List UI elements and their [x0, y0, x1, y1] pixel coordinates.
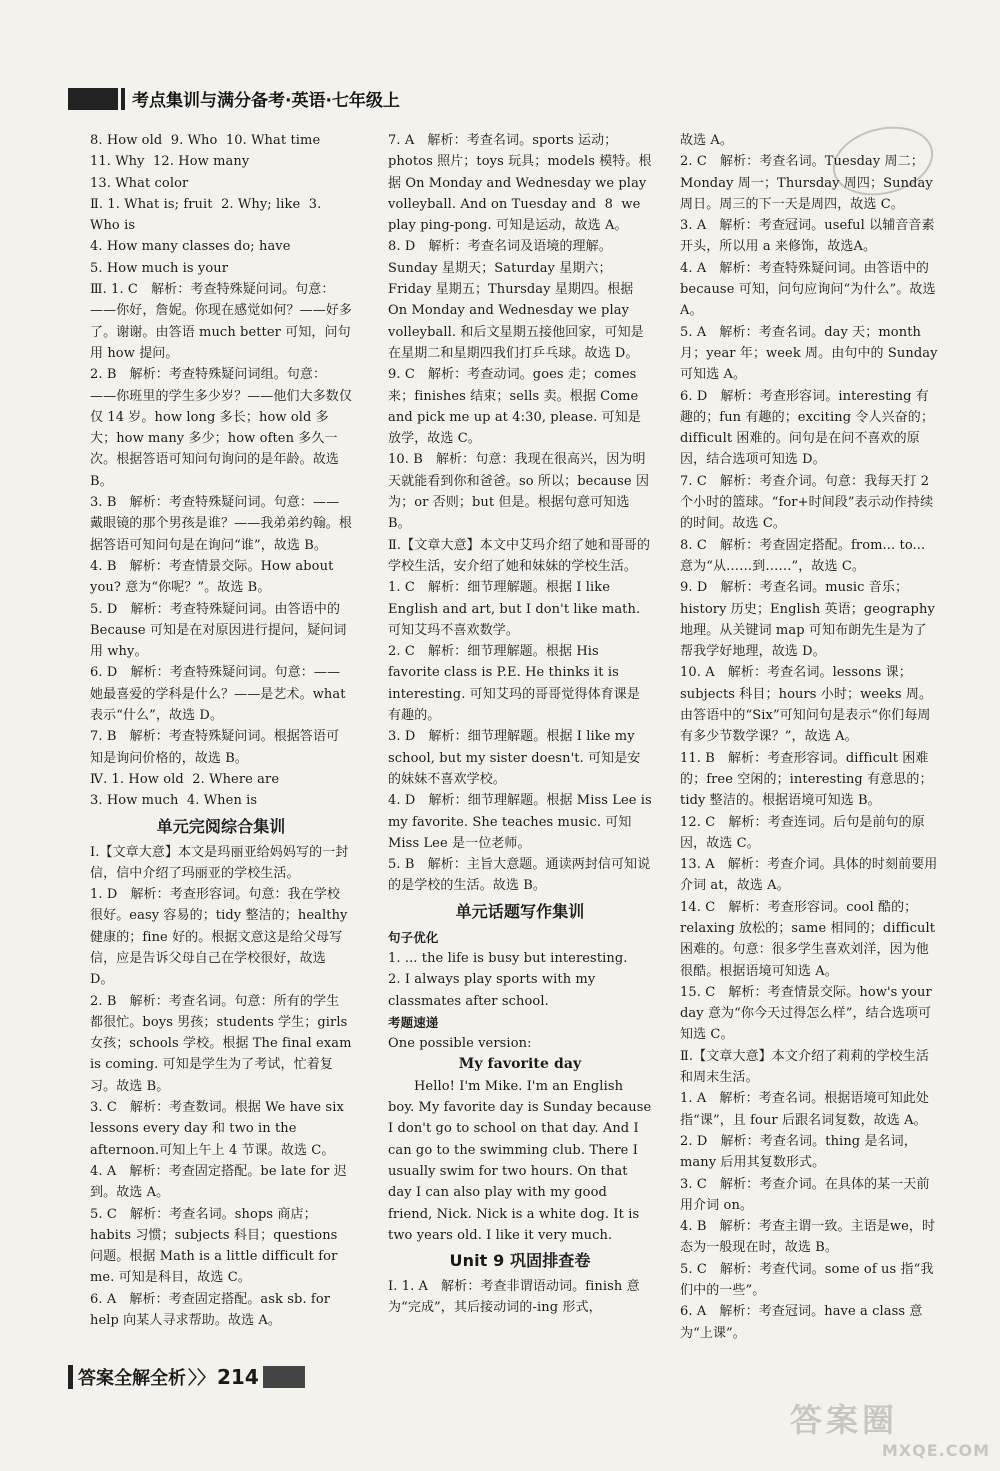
essay-title: My favorite day: [458, 1056, 582, 1073]
answer-list-1: [90, 130, 352, 812]
answer-item: 10. B 解析：句意：我现在很高兴，因为明天就能看到你和爸爸。so 所以；because 因为；or 否则；but 但是。根据句意可知选 B。: [388, 452, 650, 532]
answer-item: 8. How old 9. Who 10. What time: [90, 133, 321, 148]
answer-item: 6. A 解析：考查冠词。have a class 意为“上课”。: [680, 1304, 923, 1341]
answer-item: 5. C 解析：考查名词。shops 商店；habits 习惯；subjects 科目；questions 问题。根据 Math is a little difficult for me. 可知是科目，故选 C。: [90, 1206, 342, 1286]
watermark-main: 答案圈: [790, 1401, 899, 1439]
watermark-logo: [790, 1395, 990, 1461]
answer-item: 3. B 解析：考查特殊疑问词。句意：——戴眼镜的那个男孩是谁？——我弟弟约翰。根据答语可知问句是在询问“谁”，故选 B。: [90, 495, 353, 553]
answer-item: 2. D 解析：考查名词。thing 是名词，many 后用其复数形式。: [680, 1133, 917, 1171]
footer-arrow-icon: 〉〉: [188, 1368, 215, 1389]
header-black-block: [68, 88, 118, 110]
answer-item: 2. I always play sports with my classmates after school.: [388, 972, 600, 1009]
answer-item: 4. A 解析：考查固定搭配。be late for 迟到。故选 A。: [90, 1163, 347, 1201]
answer-list-4: [388, 948, 652, 1012]
answer-item: 5. D 解析：考查特殊疑问词。由答语中的 Because 可知是在对原因进行提问，疑问词用 why。: [90, 601, 347, 660]
answer-item: 7. C 解析：考查介词。句意：我每天打 2 个小时的篮球。“for+时间段”表示动作持续的时间。故选 C。: [680, 473, 934, 532]
answer-item: 9. D 解析：考查名词。music 音乐；history 历史；English 英语；geography 地理。从关键词 map 可知布朗先生是为了帮我学好地理，故选 D。: [680, 580, 940, 660]
essay-body: Hello! I'm Mike. I'm an English boy. My favorite day is Sunday because I don't go to school on that day. And I can go to the swimming club. There I usually swim for two hours. On that day I can also play with my good friend, Nick. Nick is a white dog. It is two years old. I like it very much.: [388, 1078, 656, 1243]
answer-item: 4. D 解析：细节理解题。根据 Miss Lee is my favorite. She teaches music. 可知 Miss Lee 是一位老师。: [388, 793, 657, 851]
answer-item: Ⅰ.【文章大意】本文是玛丽亚给妈妈写的一封信，信中介绍了玛丽亚的学校生活。: [90, 844, 349, 881]
page-number: 214: [217, 1365, 259, 1389]
answer-item: 3. D 解析：细节理解题。根据 I like my school, but my sister doesn't. 可知是安的妹妹不喜欢学校。: [388, 729, 641, 787]
answer-item: Ⅳ. 1. How old 2. Where are: [90, 771, 280, 787]
answer-item: 12. C 解析：考查连词。后句是前句的原因，故选 C。: [680, 814, 925, 851]
answer-list-6: [680, 130, 942, 1344]
answer-item: Ⅲ. 1. C 解析：考查特殊疑问词。句意：——你好，詹妮。你现在感觉如何？——好多了。谢谢。由答语 much better 可知，问句用 how 提问。: [90, 282, 353, 361]
answer-item: 7. B 解析：考查特殊疑问词。根据答语可知是询问价格的，故选 B。: [90, 729, 340, 766]
section-heading-writing: 单元话题写作集训: [455, 901, 585, 921]
answer-item: 6. D 解析：考查形容词。interesting 有趣的；fun 有趣的；exciting 令人兴奋的；difficult 困难的。问句是在问不喜欢的原因，结合选项可知选 D。: [680, 388, 934, 468]
answer-item: 7. A 解析：考查名词。sports 运动；photos 照片；toys 玩具；models 模特。根据 On Monday and Wednesday we play volleyball. And on Tuesday and 8 we play ping-pong. 可知是运动，故选 A。: [388, 133, 652, 234]
answer-item: 1. C 解析：细节理解题。根据 I like English and art, but I don't like math. 可知艾玛不喜欢数学。: [388, 580, 645, 638]
answer-item: Ⅱ.【文章大意】本文介绍了莉莉的学校生活和周末生活。: [680, 1048, 929, 1086]
answer-item: Ⅱ.【文章大意】本文中艾玛介绍了她和哥哥的学校生活，安介绍了她和妹妹的学校生活。: [388, 537, 651, 574]
answer-item: 5. A 解析：考查名词。day 天；month 月；year 年；week 周。由句中的 Sunday 可知选 A。: [680, 324, 942, 383]
answer-list-5: [388, 1276, 652, 1319]
column-right: [680, 130, 942, 1344]
answer-item: 9. C 解析：考查动词。goes 走；comes 来；finishes 结束；sells 卖。根据 Come and pick me up at 4:30, please. 可知是放学，故选 C。: [388, 367, 643, 447]
subheading-quick: 考题速递: [388, 1014, 439, 1030]
answer-item: 6. D 解析：考查特殊疑问词。句意：——她最喜爱的学科是什么？——是艺术。what 表示“什么”，故选 D。: [90, 665, 350, 724]
answer-item: 4. B 解析：考查情景交际。How about you? 意为“你呢？”。故选 B。: [90, 558, 338, 596]
answer-item: 5. How much is your: [90, 260, 229, 276]
answer-item: 4. A 解析：考查特殊疑问词。由答语中的 because 可知，问句应询问“为什么”。故选 A。: [680, 260, 940, 319]
answer-list-3: [388, 130, 657, 897]
answer-item: 14. C 解析：考查形容词。cool 酷的；relaxing 放松的；same 相同的；difficult 困难的。句意：很多学生喜欢刘洋，因为他很酷。根据语境可知选 A。: [680, 899, 940, 979]
answer-item: 4. B 解析：考查主谓一致。主语是we，时态为一般现在时，故选 B。: [680, 1219, 936, 1256]
answer-item: 1. A 解析：考查名词。根据语境可知此处指“课”，且 four 后跟名词复数，故选 A。: [680, 1091, 930, 1128]
column-middle: [388, 130, 657, 1319]
answer-item: 3. How much 4. When is: [90, 793, 258, 809]
answer-item: Ⅰ. 1. A 解析：考查非谓语动词。finish 意为“完成”，其后接动词的-ing 形式，: [388, 1279, 640, 1316]
answer-item: 故选 A。: [680, 133, 734, 148]
answer-item: 3. A 解析：考查冠词。useful 以辅音音素开头，所以用 a 来修饰，故选A。: [680, 218, 935, 255]
answer-item: 13. What color: [90, 175, 189, 191]
answer-item: 15. C 解析：考查情景交际。how's your day 意为“你今天过得怎么样”，结合选项可知选 C。: [680, 984, 937, 1043]
answer-item: 2. C 解析：考查名词。Tuesday 周二；Monday 周一；Thursday 周四；Sunday 周日。周三的下一天是周四，故选 C。: [680, 154, 938, 212]
answer-item: 5. C 解析：考查代词。some of us 指“我们中的一些”。: [680, 1261, 934, 1299]
section-heading-unit9: Unit 9 巩固排查卷: [449, 1251, 591, 1271]
answer-item: 1. ... the life is busy but interesting.: [388, 950, 628, 966]
answer-item: 11. B 解析：考查形容词。difficult 困难的；free 空闲的；interesting 有意思的；tidy 整洁的。根据语境可知选 B。: [680, 750, 933, 809]
answer-item: 1. D 解析：考查形容词。句意：我在学校很好。easy 容易的；tidy 整洁的；healthy 健康的；fine 好的。根据文意这是给父母写信，应是告诉父母自己在学校很好，故选 D。: [90, 887, 352, 988]
page-header-title: 考点集训与满分备考·英语·七年级上: [132, 91, 400, 111]
header-divider: [121, 88, 125, 110]
answer-item: 3. C 解析：考查数词。根据 We have six lessons every day 和 two in the afternoon.可知上午上 4 节课。故选 C。: [90, 1100, 349, 1158]
answer-item: Ⅱ. 1. What is; fruit 2. Why; like 3. Who is: [90, 196, 326, 234]
answer-item: 2. C 解析：细节理解题。根据 His favorite class is P.E. He thinks it is interesting. 可知艾玛的哥哥觉得体育课是有趣的。: [388, 644, 640, 724]
answer-item: 2. B 解析：考查特殊疑问词组。句意：——你班里的学生多少岁？——他们大多数仅仅 14 岁。how long 多长；how old 多大；how many 多少；how often 多久一次。根据答语可知问句询问的是年龄。故选 B。: [90, 367, 353, 489]
section-heading: 单元完阅综合集训: [156, 816, 286, 836]
answer-item: 4. How many classes do; have: [90, 239, 291, 255]
subheading-sentence: 句子优化: [388, 929, 439, 945]
column-left: [90, 130, 356, 1331]
answer-list-2: [90, 842, 356, 1332]
footer-block: [263, 1366, 305, 1388]
answer-item: 2. B 解析：考查名词。句意：所有的学生都很忙。boys 男孩；students 学生；girls 女孩；schools 学校。根据 The final exam is coming. 可知是学生为了考试，忙着复习。故选 B。: [90, 993, 356, 1094]
answer-item: 5. B 解析：主旨大意题。通读两封信可知说的是学校的生活。故选 B。: [388, 857, 651, 894]
answer-item: 3. C 解析：考查介词。在具体的某一天前用介词 on。: [680, 1176, 930, 1213]
watermark-url: MXQE.COM: [881, 1441, 990, 1460]
answer-item: 8. C 解析：考查固定搭配。from... to... 意为“从……到……”，故选 C。: [680, 537, 930, 574]
essay-intro: One possible version:: [388, 1036, 532, 1052]
answer-item: 11. Why 12. How many: [90, 154, 250, 170]
answer-item: 6. A 解析：考查固定搭配。ask sb. for help 向某人寻求帮助。故选 A。: [90, 1291, 335, 1329]
page-footer: [68, 1364, 305, 1390]
answer-item: 13. A 解析：考查介词。具体的时刻前要用介词 at，故选 A。: [680, 857, 938, 894]
answer-item: 10. A 解析：考查名词。lessons 课；subjects 科目；hours 小时；weeks 周。由答语中的“Six”可知问句是表示“你们每周有多少节数学课？”，故选 A。: [680, 665, 933, 745]
footer-label: 答案全解全析: [78, 1368, 186, 1389]
answer-item: 8. D 解析：考查名词及语境的理解。Sunday 星期天；Saturday 星期六；Friday 星期五；Thursday 星期四。根据 On Monday and Wednesday we play volleyball. 和后文星期五接他回家，可知是在星期二和星期四我们打乒乓球。故选 D。: [388, 239, 644, 361]
footer-bar: [68, 1365, 73, 1389]
